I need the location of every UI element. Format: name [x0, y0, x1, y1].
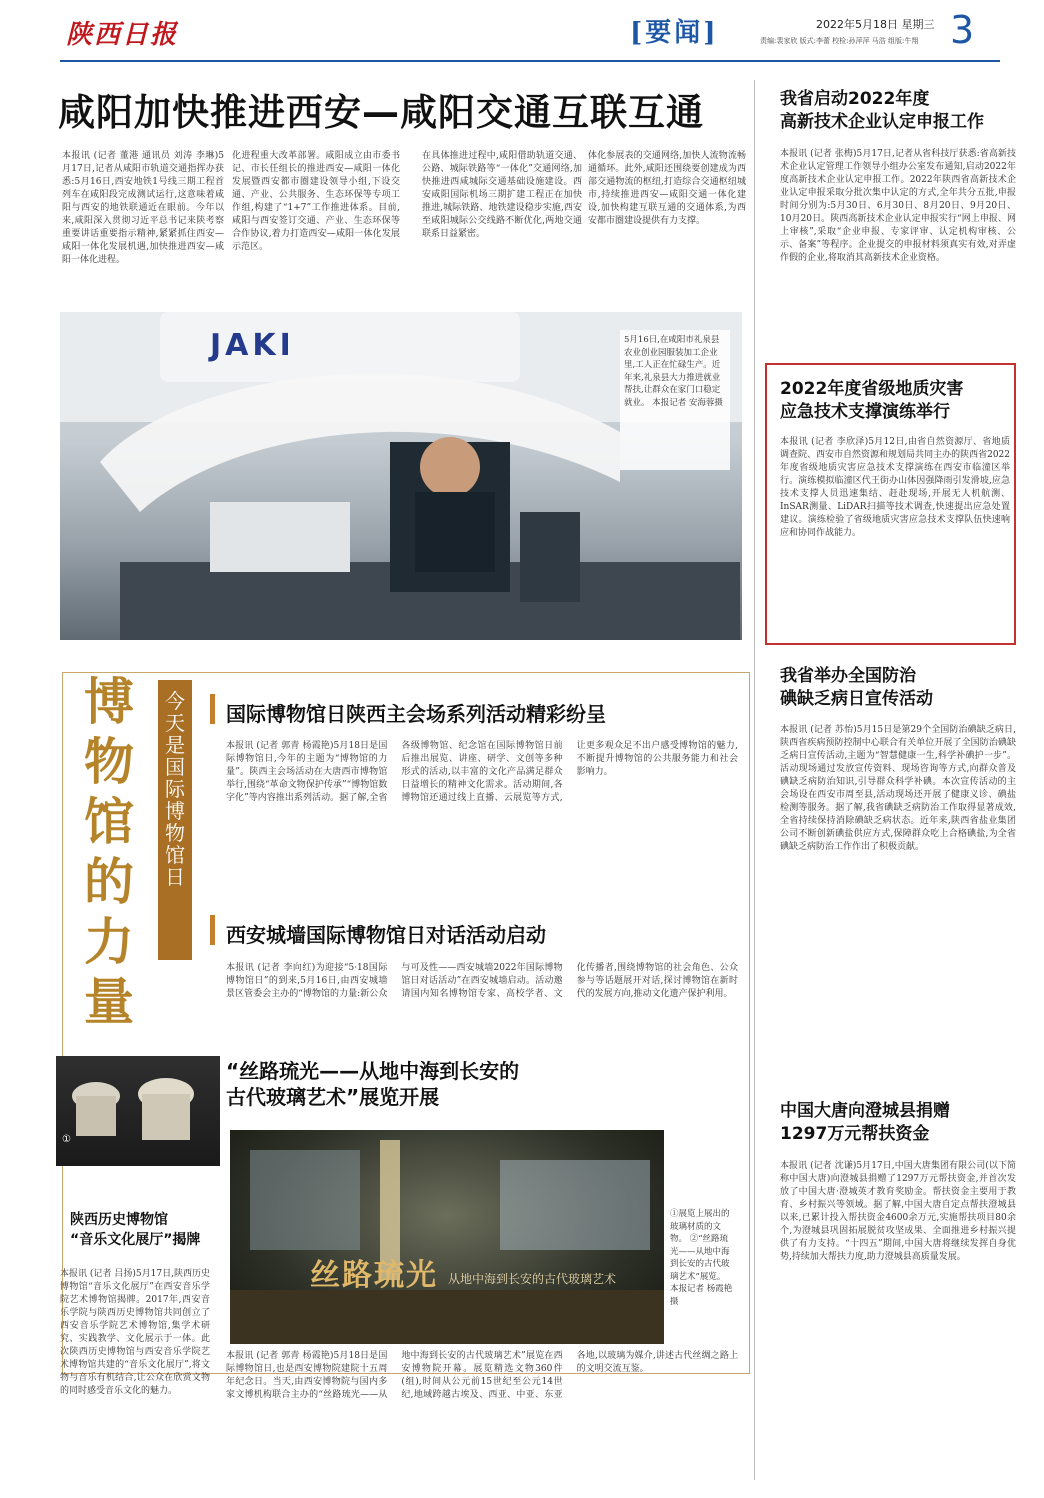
story2-title: 西安城墙国际博物馆日对话活动启动: [226, 923, 546, 947]
side1-title-line2: 高新技术企业认定申报工作: [780, 112, 984, 132]
story2-accent-bar: [210, 915, 215, 945]
story3-title-line2: 古代玻璃艺术”展览开展: [226, 1085, 440, 1109]
story3-title-line1: “丝路琉光——从地中海到长安的: [226, 1059, 520, 1083]
lead-col-4: 体化参展表的交通网络,加快人流物流畅通循环。此外,咸阳还围绕要创建成为西部交通物流的枢纽,打造综合交通枢纽城市,持续推进西安—咸阳交通一体化建设,加快构建互联互通的交通体系,为西安都市圈建设提供有力支撑。: [588, 151, 746, 226]
column-divider: [754, 80, 755, 1480]
story1-body: 本报讯 (记者 郭青 杨霞艳)5月18日是国际博物馆日,今年的主题为“博物馆的力量”。陕西主会场活动在大唐西市博物馆举行,围绕“革命文物保护传承”“博物馆数字化”等内容推出系列活动。据了解,全省各级博物馆、纪念馆在国际博物馆日前后推出展览、讲座、研学、文创等多种形式的活动,以丰富的文化产品满足群众日益增长的精神文化需求。活动期间,各博物馆还通过线上直播、云展览等方式,让更多观众足不出户感受博物馆的魅力,不断提升博物馆的公共服务能力和社会影响力。: [226, 741, 738, 803]
page-number: 3: [950, 8, 975, 52]
side1-title-line1: 我省启动2022年度: [780, 89, 930, 109]
music-hall-title: [70, 1210, 220, 1250]
section-tag: [要闻]: [630, 18, 719, 48]
side1-title: [780, 88, 1010, 134]
side3-title-line2: 碘缺乏病日宣传活动: [780, 689, 933, 709]
side2-title-line1: 2022年度省级地质灾害: [780, 379, 964, 399]
masthead-rule: [60, 60, 1000, 62]
side3-title-line1: 我省举办全国防治: [780, 666, 916, 686]
issue-date: 2022年5月18日 星期三: [816, 18, 935, 31]
side1-body: 本报讯 (记者 张梅)5月17日,记者从省科技厅获悉:省高新技术企业认定管理工作领导小组办公室发布通知,启动2022年度高新技术企业认定申报工作。2022年陕西省高新技术企业认定申报采取分批次集中认定的方式,全年共分五批,申报时间分别为:5月30日、6月30日、8月20日、9月20日、10月20日。陕西高新技术企业认定申报实行“网上申报、网上审核”,采取“企业申报、专家评审、认定机构审核、公示、备案”等程序。企业提交的申报材料须真实有效,对弄虚作假的企业,将取消其高新技术企业资格。: [780, 149, 1016, 263]
masthead: [0, 0, 1044, 66]
lead-col-1: 本报讯 (记者 董港 通讯员 刘涛 李琳)5月17日,记者从咸阳市轨道交通指挥办获悉:5月16日,西安地铁1号线三期工程首列车在咸阳段完成测试运行,这意味着咸阳与西安的地铁联通近在眼前。今年以来,咸阳深入贯彻习近平总书记来陕考察重要讲话重要指示精神,紧紧抓住西安—咸阳一体化发展机遇,加快推进西安—咸阳一体化进程。: [62, 151, 224, 265]
editor-credits: 责编:裴家欣 版式:李蕾 校检:孙萍萍 马浩 组版:牛翔: [760, 37, 919, 45]
story1-title: 国际博物馆日陕西主会场系列活动精彩纷呈: [226, 702, 606, 726]
side3-title: [780, 665, 1010, 711]
story3-body: 本报讯 (记者 郭青 杨霞艳)5月18日是国际博物馆日,也是西安博物院建院十五周年纪念日。当天,由西安博物院与国内多家文博机构联合主办的“丝路琉光——从地中海到长安的古代玻璃艺术”展览在西安博物院开幕。展览精选文物360件(组),时间从公元前15世纪至公元14世纪,地域跨越古埃及、西亚、中亚、东亚各地,以玻璃为媒介,讲述古代丝绸之路上的文明交流互鉴。: [226, 1351, 738, 1400]
main-photo-caption: 5月16日,在咸阳市礼泉县农业创业园服装加工企业里,工人正在忙碌生产。近年来,礼泉县大力推进就业帮扶,让群众在家门口稳定就业。 本报记者 安海蓉摄: [620, 330, 730, 470]
music-hall-title-line2: “音乐文化展厅”揭牌: [70, 1232, 201, 1248]
music-hall-title-line1: 陕西历史博物馆: [70, 1212, 168, 1228]
side4-title: [780, 1100, 1010, 1146]
photo-index-label: ①: [62, 1134, 71, 1145]
side4-title-line1: 中国大唐向澄城县捐赠: [780, 1101, 950, 1121]
jaki-brand: JAKI: [210, 328, 295, 363]
exhibit-title-art: 丝路琉光: [310, 1258, 438, 1293]
lead-col-2: 化进程重大改革部署。咸阳成立由市委书记、市长任组长的推进西安—咸阳一体化发展暨西安都市圈建设领导小组,下设交通、产业、公共服务、生态环保等专项工作组,构建了“1+7”工作推进体系。目前,咸阳与西安签订交通、产业、生态环保等合作协议,着力打造西安—咸阳一体化发展示范区。: [232, 151, 400, 252]
exhibit-illustration: [230, 1130, 664, 1344]
feature-big-title: 博物馆的力量: [84, 672, 134, 1031]
story2-body: 本报讯 (记者 李向红)为迎接“5·18国际博物馆日”的到来,5月16日,由西安城墙景区管委会主办的“博物馆的力量:新公众与可及性——西安城墙2022年国际博物馆日对话活动”在西安城墙启动。活动邀请国内知名博物馆专家、高校学者、文化传播者,围绕博物馆的社会角色、公众参与等话题展开对话,探讨博物馆在新时代的发展方向,推动文化遗产保护利用。: [226, 963, 738, 999]
story1-accent-bar: [210, 694, 215, 724]
feature-banner-text: 今天是国际博物馆日: [165, 689, 185, 889]
side3-body: 本报讯 (记者 苏怡)5月15日是第29个全国防治碘缺乏病日,陕西省疾病预防控制中心联合有关单位开展了全国防治碘缺乏病日宣传活动,主题为“智慧健康一生,科学补碘护一步”。活动现场通过发放宣传资料、现场咨询等方式,向群众普及碘缺乏病防治知识,引导群众科学补碘。本次宣传活动的主会场设在西安市周至县,活动现场还开展了健康义诊、碘盐检测等服务。据了解,我省碘缺乏病防治工作取得显著成效,全省持续保持消除碘缺乏病状态。近年来,陕西省盐业集团公司不断创新碘盐供应方式,保障群众吃上合格碘盐,为全省碘缺乏病防治工作作出了积极贡献。: [780, 725, 1016, 852]
music-hall-body: 本报讯 (记者 吕扬)5月17日,陕西历史博物馆“音乐文化展厅”在西安音乐学院艺术博物馆揭牌。2017年,西安音乐学院与陕西历史博物馆共同创立了西安音乐学院艺术博物馆,集学术研究、实践教学、文化展示于一体。此次陕西历史博物馆与西安音乐学院艺术博物馆共建的“音乐文化展厅”,将文物与音乐有机结合,让公众在欣赏文物的同时感受音乐文化的魅力。: [60, 1269, 210, 1396]
exhibit-subtitle-art: 从地中海到长安的古代玻璃艺术: [448, 1272, 617, 1286]
glass-photo-caption: ①展览上展出的玻璃材质的文物。 ②“丝路琉光——从地中海到长安的古代玻璃艺术”展览。 本报记者 杨霞艳摄: [670, 1209, 733, 1307]
story3-title: [226, 1058, 519, 1110]
music-exhibit-photo: [56, 1056, 220, 1166]
side4-title-line2: 1297万元帮扶资金: [780, 1124, 930, 1144]
side2-body: 本报讯 (记者 李欣泽)5月12日,由省自然资源厅、省地质调查院、西安市自然资源和规划局共同主办的陕西省2022年度省级地质灾害应急技术支撑演练在西安市临潼区举行。演练模拟临潼区代王街办山体因强降雨引发滑坡,应急技术支撑人员迅速集结、赶赴现场,开展无人机航测、InSAR测量、LiDAR扫描等技术调查,快速提出应急处置建议。演练检验了省级地质灾害应急技术支撑队伍快速响应和协同作战能力。: [780, 437, 1010, 538]
glass-exhibit-photo: [230, 1130, 664, 1344]
newspaper-logo: 陕西日报: [66, 20, 179, 50]
glass-cups-illustration: [56, 1056, 220, 1166]
lead-col-3: 在具体推进过程中,咸阳借助轨道交通、公路、城际铁路等“一体化”交通网络,加快推进西咸城际交通基础设施建设。西安咸阳国际机场三期扩建工程正在加快推进,城际铁路、地铁建设稳步实施,西安至咸阳城际公交线路不断优化,两地交通联系日益紧密。: [422, 151, 582, 239]
side2-title: [780, 378, 1010, 424]
side4-body: 本报讯 (记者 沈谦)5月17日,中国大唐集团有限公司(以下简称中国大唐)向澄城县捐赠了1297万元帮扶资金,并首次发放了中国大唐·澄城英才教育奖励金。帮扶资金主要用于教育、乡村振兴等领域。据了解,中国大唐自定点帮扶澄城县以来,已累计投入帮扶资金4600余万元,实施帮扶项目80余个,为澄城县巩固拓展脱贫攻坚成果、全面推进乡村振兴提供了有力支持。“十四五”期间,中国大唐将继续发挥自身优势,持续加大帮扶力度,助力澄城县高质量发展。: [780, 1161, 1016, 1262]
side2-title-line2: 应急技术支撑演练举行: [780, 402, 950, 422]
lead-headline: 咸阳加快推进西安—咸阳交通互联互通: [58, 91, 704, 134]
